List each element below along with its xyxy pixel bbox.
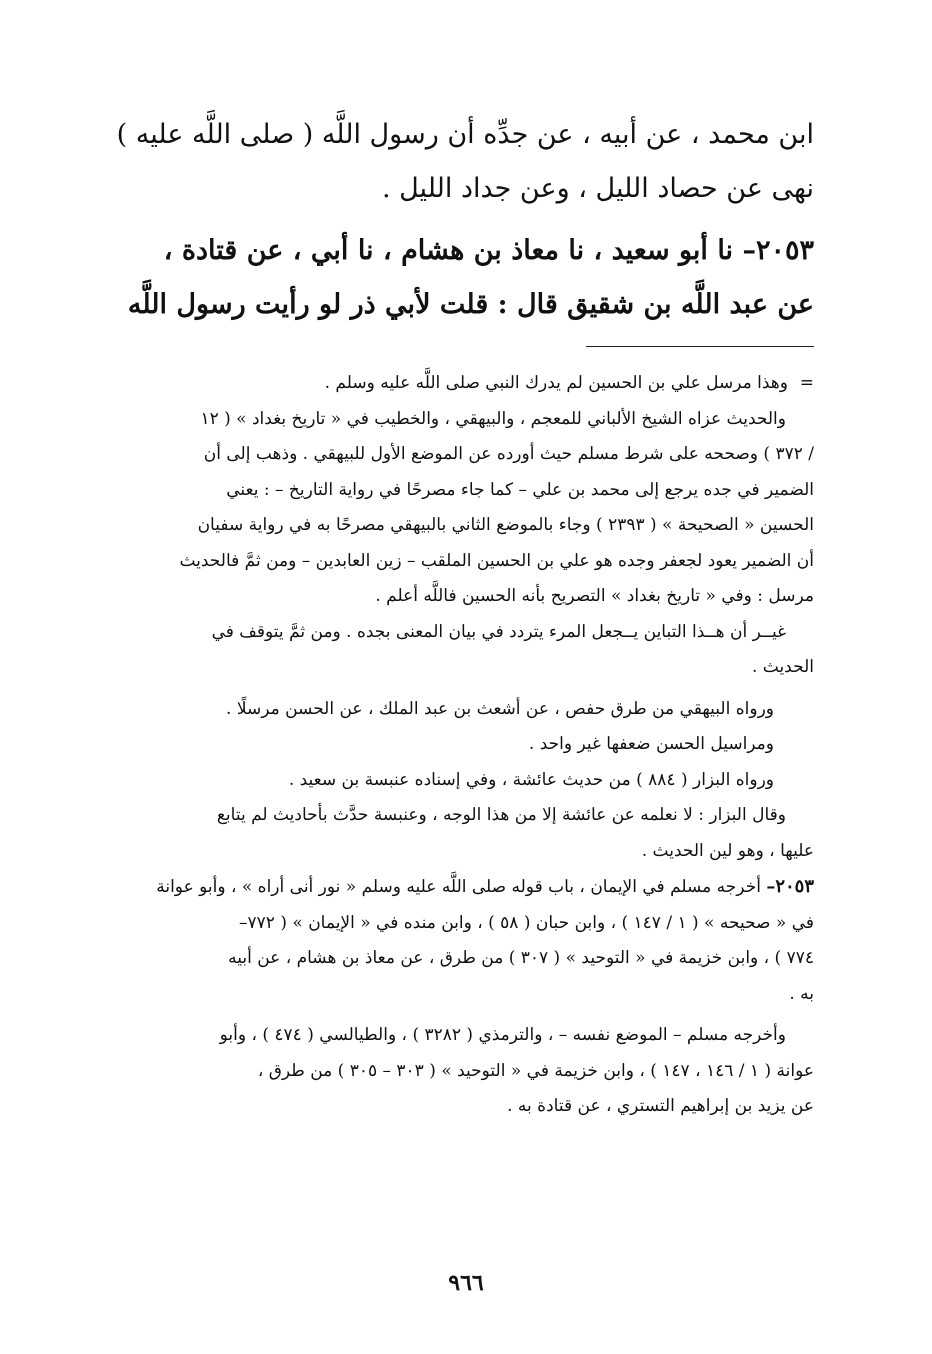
footnote-line: وأخرجه مسلم – الموضع نفسه – ، والترمذي ( ٣٢٨٢ ) ، والطيالسي ( ٤٧٤ ) ، وأبو xyxy=(219,1025,786,1045)
footnote-line: ٧٧٤ ) ، وابن خزيمة في « التوحيد » ( ٣٠٧ ) من طرق ، عن معاذ بن هشام ، عن أبيه xyxy=(228,948,814,968)
footnote-line: ورواه البيهقي من طرق حفص ، عن أشعث بن عبد الملك ، عن الحسن مرسلًا . xyxy=(226,698,774,719)
footnote-divider xyxy=(586,346,814,347)
footnote-line: غيــر أن هــذا التباين يــجعل المرء يتردد في بيان المعنى بجده . ومن ثمَّ يتوقف في xyxy=(211,621,786,642)
page-number: ٩٦٦ xyxy=(448,1270,484,1296)
footnote-line: مرسل : وفي « تاريخ بغداد » التصريح بأنه الحسين فاللَّه أعلم . xyxy=(375,586,814,606)
footnote-line xyxy=(102,869,814,906)
main-paragraph-2 xyxy=(102,224,814,332)
footnote-line: ومراسيل الحسن ضعفها غير واحد . xyxy=(528,734,774,754)
footnote-line: عليها ، وهو لين الحديث . xyxy=(641,840,814,861)
main-line xyxy=(102,224,814,278)
footnote-line: عن يزيد بن إبراهيم التستري ، عن قتادة به . xyxy=(507,1096,814,1116)
main-line: نهى عن حصاد الليل ، وعن جداد الليل . xyxy=(381,173,814,204)
footnote-line: في « صحيحه » ( ١ / ١٤٧ ) ، وابن حبان ( ٥٨ ) ، وابن منده في « الإيمان » ( ٧٧٢– xyxy=(239,912,814,933)
main-line: ابن محمد ، عن أبيه ، عن جدِّه أن رسول اللَّه ( صلى اللَّه عليه ) xyxy=(116,119,814,150)
footnote-line-text: وهذا مرسل علي بن الحسين لم يدرك النبي صلى اللَّه عليه وسلم . xyxy=(324,373,788,393)
continuation-marker: = xyxy=(799,373,814,393)
footnote-line: / ٣٧٢ ) وصححه على شرط مسلم حيث أورده عن الموضع الأول للبيهقي . وذهب إلى أن xyxy=(203,444,814,464)
footnote-line: ورواه البزار ( ٨٨٤ ) من حديث عائشة ، وفي إسناده عنبسة بن سعيد . xyxy=(288,769,774,790)
hadith-number: ٢٠٥٣– xyxy=(742,235,814,266)
footnote-line: به . xyxy=(789,983,814,1004)
footnotes xyxy=(102,366,814,1125)
footnote-line-text: أخرجه مسلم في الإيمان ، باب قوله صلى اللَّه عليه وسلم « نور أنى أراه » ، وأبو عوانة xyxy=(156,877,761,897)
footnote-line: وقال البزار : لا نعلمه عن عائشة إلا من هذا الوجه ، وعنبسة حدَّث بأحاديث لم يتابع xyxy=(216,805,786,825)
footnote-line: الضمير في جده يرجع إلى محمد بن علي – كما جاء مصرحًا في رواية التاريخ – : يعني xyxy=(226,479,814,500)
main-line-text: نا أبو سعيد ، نا معاذ بن هشام ، نا أبي ، عن قتادة ، xyxy=(163,235,734,266)
main-line: عن عبد اللَّه بن شقيق قال : قلت لأبي ذر لو رأيت رسول اللَّه xyxy=(127,289,814,320)
footnote-line: أن الضمير يعود لجعفر وجده هو علي بن الحسين الملقب – زين العابدين – ومن ثمَّ فالحديث xyxy=(179,550,814,571)
main-paragraph-1 xyxy=(102,108,814,216)
footnote-line: عوانة ( ١ / ١٤٦ ، ١٤٧ ) ، وابن خزيمة في « التوحيد » ( ٣٠٣ – ٣٠٥ ) من طرق ، xyxy=(257,1060,814,1081)
main-text xyxy=(102,108,814,340)
footnote-line: والحديث عزاه الشيخ الألباني للمعجم ، والبيهقي ، والخطيب في « تاريخ بغداد » ( ١٢ xyxy=(200,408,786,429)
footnote-line: الحديث . xyxy=(751,657,814,677)
footnote-line xyxy=(102,366,814,402)
footnote-number: ٢٠٥٣– xyxy=(766,876,814,897)
footnote-line: الحسين « الصحيحة » ( ٢٣٩٣ ) وجاء بالموضع الثاني بالبيهقي مصرحًا به في رواية سفيان xyxy=(197,515,814,535)
